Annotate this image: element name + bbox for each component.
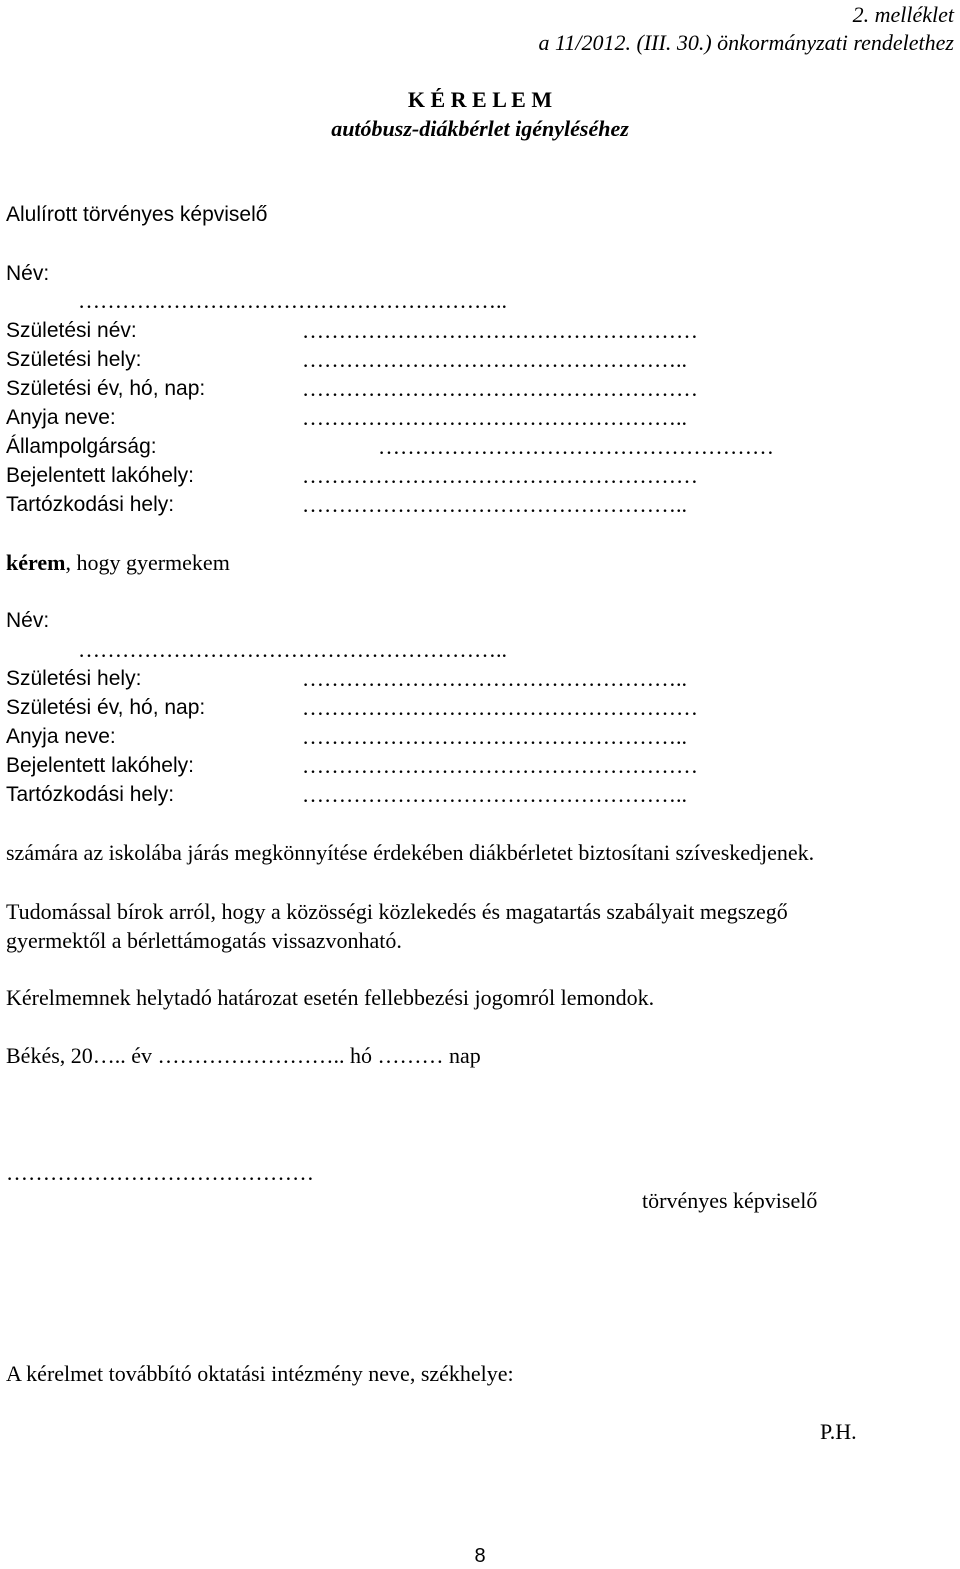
institution-label: A kérelmet továbbító oktatási intézmény neve, székhelye: — [6, 1361, 514, 1386]
acknowledgement-line-1: Tudomással bírok arról, hogy a közösségi közlekedés és magatartás szabályait megszegő — [6, 899, 788, 924]
parent-name-label: Név: — [6, 262, 50, 285]
parent-birth-name-label: Születési név: — [6, 319, 137, 342]
child-stay-place-label: Tartózkodási hely: — [6, 783, 175, 806]
annex-number: 2. melléklet — [852, 2, 954, 27]
child-stay-place-field[interactable]: …………………………………………….. — [302, 782, 687, 807]
parent-stay-place-field[interactable]: …………………………………………….. — [302, 492, 687, 517]
child-birth-date-label: Születési év, hó, nap: — [6, 696, 206, 719]
parent-birth-date-label: Születési év, hó, nap: — [6, 377, 206, 400]
purpose-paragraph: számára az iskolába járás megkönnyítése érdekében diákbérletet biztosítani szíveskedjenek. — [6, 840, 815, 865]
page-number: 8 — [474, 1545, 486, 1567]
child-birth-place-label: Születési hely: — [6, 667, 142, 690]
parent-name-field[interactable]: ………………………………………………….. — [78, 288, 507, 313]
parent-citizenship-field[interactable]: ……………………………………………… — [378, 434, 774, 459]
parent-birth-place-field[interactable]: …………………………………………….. — [302, 347, 687, 372]
child-mother-name-label: Anyja neve: — [6, 725, 116, 748]
child-birth-date-field[interactable]: ……………………………………………… — [302, 695, 698, 720]
child-residence-label: Bejelentett lakóhely: — [6, 754, 194, 777]
parent-stay-place-label: Tartózkodási hely: — [6, 493, 175, 516]
parent-birth-name-field[interactable]: ……………………………………………… — [302, 318, 698, 343]
parent-mother-name-field[interactable]: …………………………………………….. — [302, 405, 687, 430]
date-line[interactable]: Békés, 20….. év …………………….. hó ……… nap — [6, 1043, 481, 1068]
regulation-reference: a 11/2012. (III. 30.) önkormányzati rendelethez — [538, 30, 954, 55]
parent-birth-date-field[interactable]: ……………………………………………… — [302, 376, 698, 401]
appeal-waiver-paragraph: Kérelmemnek helytadó határozat esetén fellebbezési jogomról lemondok. — [6, 985, 655, 1010]
parent-birth-place-label: Születési hely: — [6, 348, 142, 371]
parent-mother-name-label: Anyja neve: — [6, 406, 116, 429]
parent-residence-field[interactable]: ……………………………………………… — [302, 463, 698, 488]
child-birth-place-field[interactable]: …………………………………………….. — [302, 666, 687, 691]
stamp-placeholder: P.H. — [820, 1419, 857, 1444]
parent-residence-label: Bejelentett lakóhely: — [6, 464, 194, 487]
form-title: K É R E L E M — [407, 87, 553, 112]
signature-label: törvényes képviselő — [642, 1188, 818, 1213]
child-name-label: Név: — [6, 609, 50, 632]
request-rest: , hogy gyermekem — [65, 550, 230, 575]
signature-field[interactable]: …………………………………… — [6, 1160, 314, 1185]
parent-citizenship-label: Állampolgárság: — [6, 435, 157, 458]
request-sentence — [6, 550, 230, 576]
child-name-field[interactable]: ………………………………………………….. — [78, 637, 507, 662]
acknowledgement-line-2: gyermektől a bérlettámogatás vissazvonható. — [6, 928, 402, 953]
parent-intro: Alulírott törvényes képviselő — [6, 203, 268, 226]
child-mother-name-field[interactable]: …………………………………………….. — [302, 724, 687, 749]
child-residence-field[interactable]: ……………………………………………… — [302, 753, 698, 778]
form-subtitle: autóbusz-diákbérlet igényléséhez — [331, 116, 629, 141]
request-keyword: kérem — [6, 550, 66, 575]
